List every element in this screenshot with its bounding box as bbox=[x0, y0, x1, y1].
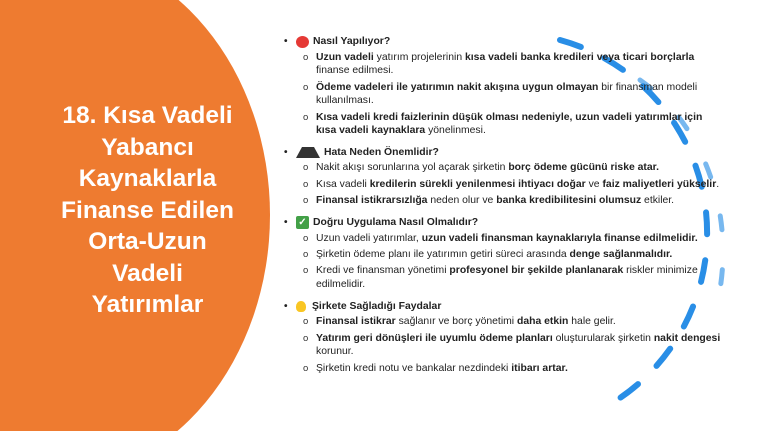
text-segment: borç ödeme gücünü riske atar. bbox=[508, 162, 660, 174]
text-segment: Finansal istikrarsızlığa bbox=[316, 195, 428, 207]
section-heading-text: Doğru Uygulama Nasıl Olmalıdır? bbox=[313, 216, 479, 228]
text-segment: oluşturularak şirketin bbox=[552, 332, 654, 344]
list-item bbox=[316, 194, 724, 207]
title-line: Kaynaklarla bbox=[78, 165, 217, 192]
text-segment: finanse edilmesi. bbox=[316, 65, 394, 77]
text-segment: daha etkin bbox=[516, 316, 569, 328]
section bbox=[284, 215, 724, 292]
bullet-icon: • bbox=[284, 146, 288, 158]
list-item bbox=[316, 264, 724, 291]
lightbulb-icon bbox=[296, 301, 306, 312]
text-segment: sağlanır ve borç yönetimi bbox=[395, 316, 517, 328]
warning-icon bbox=[296, 147, 320, 158]
section-heading bbox=[284, 298, 724, 314]
text-segment: Ödeme vadeleri ile yatırımın nakit akışına uygun olmayan bbox=[316, 81, 599, 93]
text-segment: ve bbox=[585, 178, 603, 190]
text-segment: kısa vadeli banka kredileri veya ticari borçlarla bbox=[465, 52, 695, 63]
content-list bbox=[284, 34, 724, 382]
text-segment: . bbox=[716, 178, 720, 190]
bullet-icon: • bbox=[284, 36, 288, 48]
text-segment: Şirketin kredi notu ve bankalar nezdindeki bbox=[316, 362, 512, 374]
text-segment: yönelinmesi. bbox=[425, 125, 486, 137]
section-heading-text: Şirkete Sağladığı Faydalar bbox=[312, 300, 442, 312]
text-segment: nakit dengesi bbox=[653, 332, 721, 344]
text-segment: yatırım projelerinin bbox=[373, 52, 465, 63]
section-heading bbox=[284, 215, 724, 231]
section bbox=[284, 144, 724, 207]
title-line: Yatırımlar bbox=[91, 291, 204, 318]
list-item bbox=[316, 232, 724, 245]
list-item bbox=[316, 81, 724, 108]
list-item bbox=[316, 315, 724, 328]
section-heading-text: Nasıl Yapılıyor? bbox=[313, 36, 391, 48]
text-segment: Kredi ve finansman yönetimi bbox=[316, 265, 450, 277]
text-segment: hale gelir. bbox=[568, 316, 616, 328]
text-segment: itibarı artar. bbox=[511, 362, 568, 374]
title-line: Finanse Edilen bbox=[61, 196, 234, 224]
section-heading bbox=[284, 34, 724, 50]
text-segment: denge sağlanmalıdır. bbox=[569, 249, 673, 261]
text-segment: profesyonel bir şekilde planlanarak bbox=[449, 265, 624, 277]
bullet-icon: • bbox=[284, 300, 288, 312]
title-line: Yabancı bbox=[101, 133, 194, 161]
text-segment: bir finansman modeli kullanılması. bbox=[316, 81, 698, 107]
text-segment: riskler minimize edilmelidir. bbox=[316, 265, 698, 290]
text-segment: neden olur ve bbox=[427, 195, 497, 207]
section-heading-text: Hata Neden Önemlidir? bbox=[324, 146, 439, 158]
section bbox=[284, 34, 724, 137]
text-segment: Kısa vadeli bbox=[316, 178, 370, 190]
section-heading bbox=[284, 144, 724, 160]
text-segment: etkiler. bbox=[641, 195, 675, 207]
text-segment: uzun vadeli finansman kaynaklarıyla finanse edilmelidir. bbox=[421, 232, 698, 244]
text-segment: Uzun vadeli yatırımlar, bbox=[316, 232, 422, 244]
section bbox=[284, 298, 724, 375]
text-segment: Kısa vadeli kredi faizlerinin düşük olması nedeniyle, uzun vadeli yatırımlar için kısa vadeli kaynaklara bbox=[316, 111, 703, 137]
list-item bbox=[316, 51, 724, 78]
bullet-icon: • bbox=[284, 216, 288, 228]
red-circle-icon bbox=[296, 36, 309, 48]
title-line: Orta-Uzun bbox=[88, 228, 207, 255]
slide-title bbox=[40, 100, 255, 321]
title-line: Vadeli bbox=[112, 259, 183, 287]
list-item bbox=[316, 362, 724, 375]
check-icon: ✓ bbox=[296, 216, 309, 229]
list-item bbox=[316, 332, 724, 359]
text-segment: Uzun vadeli bbox=[316, 52, 374, 63]
title-line: 18. Kısa Vadeli bbox=[62, 102, 233, 129]
text-segment: Yatırım geri dönüşleri ile uyumlu ödeme planları bbox=[316, 332, 553, 344]
text-segment: korunur. bbox=[316, 346, 354, 358]
text-segment: Finansal istikrar bbox=[316, 316, 396, 328]
text-segment: faiz maliyetleri yükselir bbox=[602, 178, 717, 190]
list-item bbox=[316, 248, 724, 261]
text-segment: Nakit akışı sorunlarına yol açarak şirketin bbox=[316, 162, 509, 174]
text-segment: banka kredibilitesini olumsuz bbox=[496, 195, 642, 207]
text-segment: kredilerin sürekli yenilenmesi ihtiyacı doğar bbox=[369, 178, 586, 190]
list-item bbox=[316, 111, 724, 138]
list-item bbox=[316, 178, 724, 191]
text-segment: Şirketin ödeme planı ile yatırımın getiri süreci arasında bbox=[316, 249, 570, 261]
list-item bbox=[316, 161, 724, 174]
